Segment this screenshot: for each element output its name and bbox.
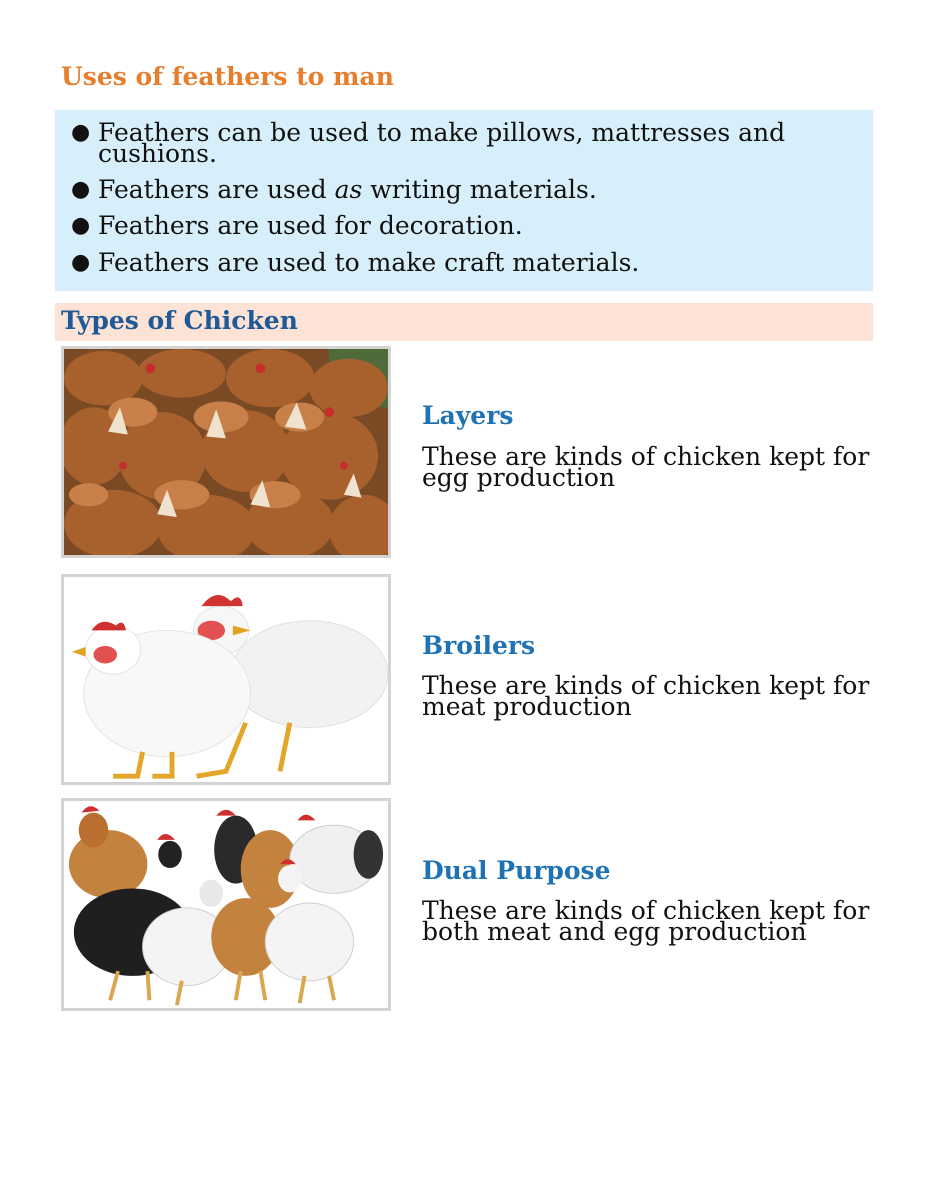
dual-purpose-photo (61, 798, 391, 1011)
types-title: Types of Chicken (61, 306, 298, 335)
uses-item (71, 175, 838, 204)
broilers-photo (61, 574, 391, 785)
uses-item-text: Feathers are used for decoration. (98, 211, 523, 240)
dual-purpose-illustration (64, 801, 388, 1008)
type-desc-broilers: These are kinds of chicken kept for meat production (422, 671, 870, 721)
uses-title: Uses of feathers to man (61, 62, 394, 91)
uses-item-text: Feathers can be used to make pillows, mattresses and cushions. (98, 118, 786, 168)
type-desc-dual-purpose: These are kinds of chicken kept for both meat and egg production (422, 896, 870, 946)
bullet-icon: ● (71, 213, 91, 238)
uses-item (71, 211, 838, 240)
type-name-layers: Layers (422, 401, 514, 430)
uses-item-text-before: Feathers are used (98, 175, 335, 204)
layers-illustration (64, 349, 388, 555)
uses-item-text: Feathers are used to make craft materials. (98, 248, 640, 277)
type-name-broilers: Broilers (422, 631, 536, 660)
layers-photo (61, 346, 391, 558)
uses-box (55, 110, 873, 291)
bullet-icon: ● (71, 177, 91, 202)
type-desc-layers: These are kinds of chicken kept for egg production (422, 442, 870, 492)
uses-item-text-after: writing materials. (362, 175, 597, 204)
uses-item (71, 118, 838, 168)
type-name-dual-purpose: Dual Purpose (422, 856, 611, 885)
broilers-illustration (64, 577, 388, 782)
bullet-icon: ● (71, 120, 91, 145)
types-header-bar (55, 303, 873, 341)
uses-item (71, 248, 838, 277)
uses-item-italic: as (334, 175, 363, 204)
bullet-icon: ● (71, 250, 91, 275)
